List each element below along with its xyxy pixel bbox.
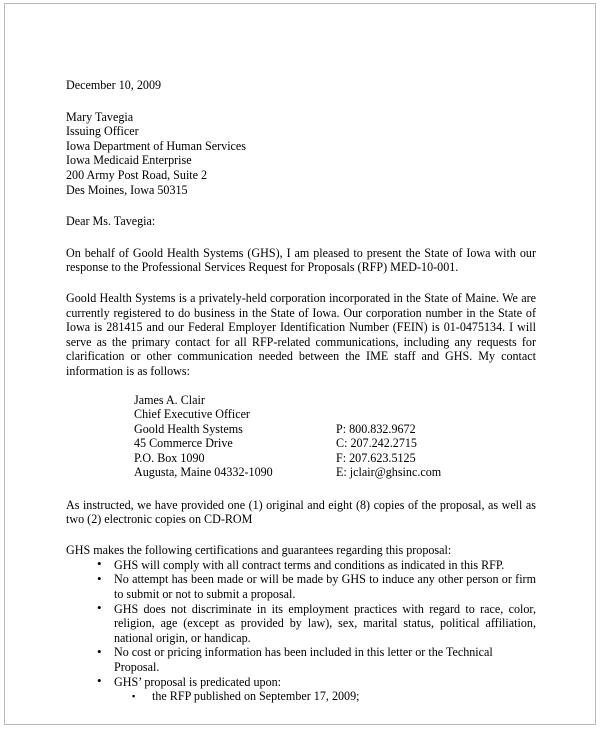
contact-title: Chief Executive Officer: [134, 407, 250, 422]
sub-list-item: ▪ the RFP published on September 17, 2009;: [114, 689, 536, 704]
paragraph-2: Goold Health Systems is a privately-held corporation incorporated in the State of Maine. We are currently registered to do business in the State of Iowa. Our corporation number in the State of Iowa is 281415 and our Federal Employer Identification Number (FEIN) is 01-0475134. I will serve as the primary contact for all RFP-related communications, including any requests for clarification or other communication needed between the IME staff and GHS. My contact information is as follows:: [66, 290, 536, 378]
contact-po-box: P.O. Box 1090: [134, 450, 205, 465]
contact-cell: C: 207.242.2715: [336, 436, 417, 451]
recipient-city-state-zip: Des Moines, Iowa 50315: [66, 182, 188, 197]
list-item: • GHS does not discriminate in its employment practices with regard to race, color, religion, age (except as provided by law), sex, marital status, political affiliation, national origin, or handicap.: [66, 602, 536, 646]
contact-city-state-zip: Augusta, Maine 04332-1090: [134, 465, 273, 480]
contact-left-column: [134, 393, 273, 481]
paragraph-1: On behalf of Goold Health Systems (GHS), I am pleased to present the State of Iowa with our response to the Professional Services Request for Proposals (RFP) MED-10-001.: [66, 245, 536, 275]
list-item-label: GHS’ proposal is predicated upon:: [114, 674, 282, 689]
letter-body: [66, 78, 536, 704]
recipient-department: Iowa Department of Human Services: [66, 138, 247, 153]
recipient-title: Issuing Officer: [66, 124, 139, 139]
contact-company: Goold Health Systems: [134, 421, 243, 436]
contact-right-column: [336, 422, 441, 480]
list-item: [66, 675, 536, 704]
contact-name: James A. Clair: [134, 392, 205, 407]
list-item: • No cost or pricing information has been included in this letter or the Technical Proposal.: [66, 645, 536, 674]
letter-date: December 10, 2009: [66, 78, 162, 92]
contact-fax: F: 207.623.5125: [336, 450, 416, 465]
document-page: [4, 3, 596, 725]
salutation: Dear Ms. Tavegia:: [66, 214, 156, 229]
certifications-intro: GHS makes the following certifications and guarantees regarding this proposal:: [66, 542, 452, 557]
contact-street: 45 Commerce Drive: [134, 436, 233, 451]
recipient-organization: Iowa Medicaid Enterprise: [66, 153, 192, 168]
paragraph-3: As instructed, we have provided one (1) original and eight (8) copies of the proposal, as well as two (2) electronic copies on CD-ROM: [66, 497, 536, 527]
recipient-name: Mary Tavegia: [66, 109, 134, 124]
contact-information-block: [66, 393, 536, 482]
contact-email: E: jclair@ghsinc.com: [336, 465, 442, 480]
list-item: • No attempt has been made or will be made by GHS to induce any other person or firm to submit or not to submit a proposal.: [66, 572, 536, 601]
certifications-list: [66, 558, 536, 704]
list-item: • GHS will comply with all contract terms and conditions as indicated in this RFP.: [66, 558, 536, 573]
certifications-sublist: [114, 689, 536, 704]
recipient-street: 200 Army Post Road, Suite 2: [66, 167, 208, 182]
recipient-address-block: [66, 110, 536, 198]
contact-phone: P: 800.832.9672: [336, 421, 416, 436]
